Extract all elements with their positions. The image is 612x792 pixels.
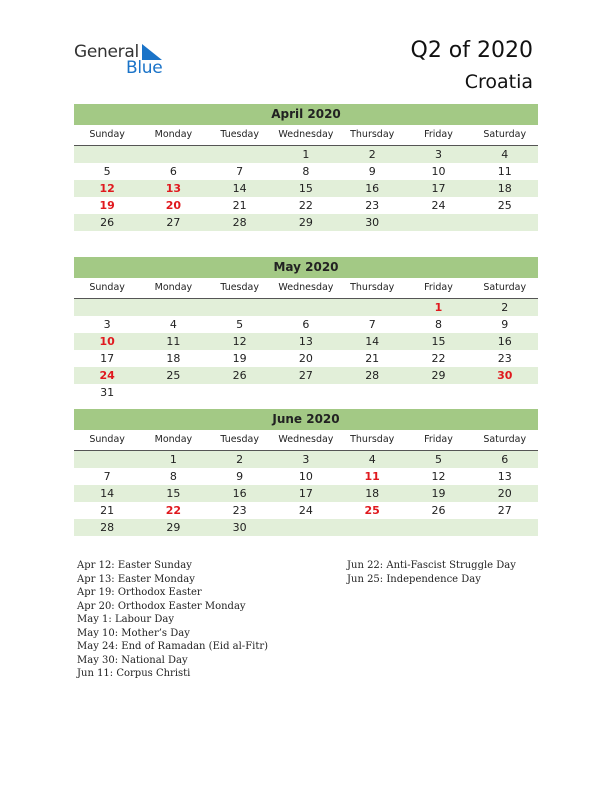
day-cell: 15 [431,335,446,348]
day-cell: 27 [166,216,181,229]
day-cell: 17 [431,182,446,195]
weekday-header-row [74,125,538,146]
day-cell: 18 [365,487,380,500]
day-cell: 8 [302,165,310,178]
month-calendar [74,257,538,401]
day-cell [339,384,405,401]
day-cell: 30 [232,521,247,534]
day-cell: 28 [232,216,247,229]
week-row [74,163,538,180]
day-cell: 1 [302,148,310,161]
day-cell: 10 [298,470,313,483]
day-cell [74,451,140,468]
day-cell [74,299,140,316]
day-cell: 7 [103,470,111,483]
day-cell: 5 [434,453,442,466]
weekday-label: Friday [424,129,453,140]
week-row [74,299,538,316]
day-cell: 5 [103,165,111,178]
day-cell: 9 [236,470,244,483]
weekday-label: Wednesday [278,282,334,293]
holiday-day-cell: 20 [165,199,182,212]
day-cell: 4 [501,148,509,161]
day-cell [472,214,538,231]
day-cell: 19 [232,352,247,365]
holiday-day-cell: 25 [364,504,380,517]
day-cell: 21 [100,504,115,517]
week-row [74,316,538,333]
day-cell: 29 [298,216,313,229]
week-row [74,468,538,485]
day-cell [207,299,273,316]
weekday-label: Tuesday [220,282,259,293]
holiday-note: Jun 22: Anti-Fascist Struggle Day [347,560,516,571]
week-row [74,519,538,536]
day-cell: 23 [497,352,512,365]
holiday-note: Apr 20: Orthodox Easter Monday [77,600,246,612]
day-cell: 6 [169,165,177,178]
day-cell: 6 [501,453,509,466]
day-cell: 5 [236,318,244,331]
holiday-note: May 10: Mother’s Day [77,627,190,639]
day-cell: 14 [365,335,380,348]
week-row [74,451,538,468]
day-cell: 4 [169,318,177,331]
month-header: May 2020 [74,257,538,278]
day-cell: 15 [298,182,313,195]
week-row [74,367,538,384]
day-cell: 12 [232,335,247,348]
day-cell: 6 [302,318,310,331]
holiday-day-cell: 13 [165,182,182,195]
day-cell: 2 [368,148,376,161]
weekday-label: Sunday [89,129,125,140]
day-cell [273,519,339,536]
holiday-note: May 30: National Day [77,654,188,666]
week-row [74,197,538,214]
day-cell: 30 [365,216,380,229]
day-cell: 2 [501,301,509,314]
weekday-label: Monday [154,282,193,293]
day-cell: 24 [431,199,446,212]
week-row [74,502,538,519]
day-cell [74,146,140,163]
weekday-label: Friday [424,434,453,445]
day-cell [472,384,538,401]
month-header: April 2020 [74,104,538,125]
day-cell: 12 [431,470,446,483]
day-cell: 7 [368,318,376,331]
day-cell: 11 [166,335,181,348]
day-cell [140,299,206,316]
holiday-day-cell: 24 [99,369,115,382]
day-cell: 23 [365,199,380,212]
logo [74,42,174,78]
weekday-label: Sunday [89,282,125,293]
day-cell: 2 [236,453,244,466]
day-cell: 25 [166,369,181,382]
weekday-label: Sunday [89,434,125,445]
day-cell: 14 [100,487,115,500]
holiday-day-cell: 22 [165,504,182,517]
holiday-notes-left [77,559,268,681]
day-cell: 4 [368,453,376,466]
weekday-label: Saturday [483,129,527,140]
week-row [74,146,538,163]
logo-blue-text: Blue [126,58,163,78]
day-cell: 10 [431,165,446,178]
week-row [74,384,538,401]
day-cell: 9 [368,165,376,178]
holiday-note: Apr 13: Easter Monday [77,573,195,585]
page-title: Q2 of 2020 [410,38,533,63]
weekday-label: Thursday [350,129,395,140]
day-cell: 18 [497,182,512,195]
day-cell: 31 [100,386,115,399]
week-row [74,180,538,197]
weekday-label: Tuesday [220,434,259,445]
day-cell: 17 [298,487,313,500]
day-cell: 23 [232,504,247,517]
day-cell: 25 [497,199,512,212]
day-cell: 27 [497,504,512,517]
day-cell: 18 [166,352,181,365]
holiday-note: Apr 12: Easter Sunday [77,560,192,571]
day-cell: 20 [298,352,313,365]
day-cell: 26 [232,369,247,382]
day-cell: 29 [166,521,181,534]
day-cell: 16 [232,487,247,500]
day-cell: 3 [434,148,442,161]
day-cell: 17 [100,352,115,365]
day-cell: 20 [497,487,512,500]
day-cell: 26 [431,504,446,517]
day-cell: 16 [497,335,512,348]
holiday-note: May 1: Labour Day [77,614,174,625]
weekday-label: Monday [154,129,193,140]
day-cell: 21 [365,352,380,365]
day-cell: 9 [501,318,509,331]
weekday-label: Thursday [350,434,395,445]
day-cell [273,299,339,316]
day-cell [405,214,471,231]
weekday-label: Saturday [483,282,527,293]
week-row [74,485,538,502]
day-cell [405,384,471,401]
day-cell [405,519,471,536]
week-row [74,214,538,231]
day-cell: 29 [431,369,446,382]
holiday-day-cell: 10 [99,335,115,348]
day-cell [472,519,538,536]
country-name: Croatia [464,71,533,93]
month-calendar [74,104,538,231]
holiday-note: Jun 25: Independence Day [347,573,481,585]
holiday-note: Jun 11: Corpus Christi [77,668,191,679]
day-cell [140,146,206,163]
day-cell: 28 [365,369,380,382]
holiday-day-cell: 12 [99,182,115,195]
weekday-label: Tuesday [220,129,259,140]
weekday-label: Wednesday [278,434,334,445]
weekday-label: Monday [154,434,193,445]
day-cell: 22 [298,199,313,212]
holiday-notes-right [347,559,516,586]
day-cell: 27 [298,369,313,382]
weekday-header-row [74,278,538,299]
day-cell: 28 [100,521,115,534]
logo-general-text: General [74,42,139,62]
day-cell: 21 [232,199,247,212]
day-cell: 14 [232,182,247,195]
week-row [74,350,538,367]
holiday-day-cell: 30 [497,369,513,382]
day-cell [207,146,273,163]
month-header: June 2020 [74,409,538,430]
holiday-day-cell: 11 [364,470,380,483]
holiday-day-cell: 19 [99,199,115,212]
day-cell [273,384,339,401]
day-cell: 11 [497,165,512,178]
day-cell: 26 [100,216,115,229]
weekday-label: Wednesday [278,129,334,140]
day-cell: 8 [434,318,442,331]
day-cell [339,299,405,316]
weekday-label: Friday [424,282,453,293]
day-cell: 24 [298,504,313,517]
day-cell: 8 [169,470,177,483]
day-cell: 19 [431,487,446,500]
weekday-label: Thursday [350,282,395,293]
weekday-header-row [74,430,538,451]
day-cell: 1 [169,453,177,466]
day-cell: 16 [365,182,380,195]
day-cell [339,519,405,536]
day-cell: 13 [497,470,512,483]
day-cell: 3 [302,453,310,466]
holiday-note: Apr 19: Orthodox Easter [77,587,202,598]
day-cell [207,384,273,401]
holiday-note: May 24: End of Ramadan (Eid al-Fitr) [77,641,269,652]
day-cell: 15 [166,487,181,500]
day-cell: 3 [103,318,111,331]
day-cell [140,384,206,401]
weekday-label: Saturday [483,434,527,445]
day-cell: 22 [431,352,446,365]
day-cell: 13 [298,335,313,348]
week-row [74,333,538,350]
month-calendar [74,409,538,536]
holiday-day-cell: 1 [434,301,443,314]
day-cell: 7 [236,165,244,178]
